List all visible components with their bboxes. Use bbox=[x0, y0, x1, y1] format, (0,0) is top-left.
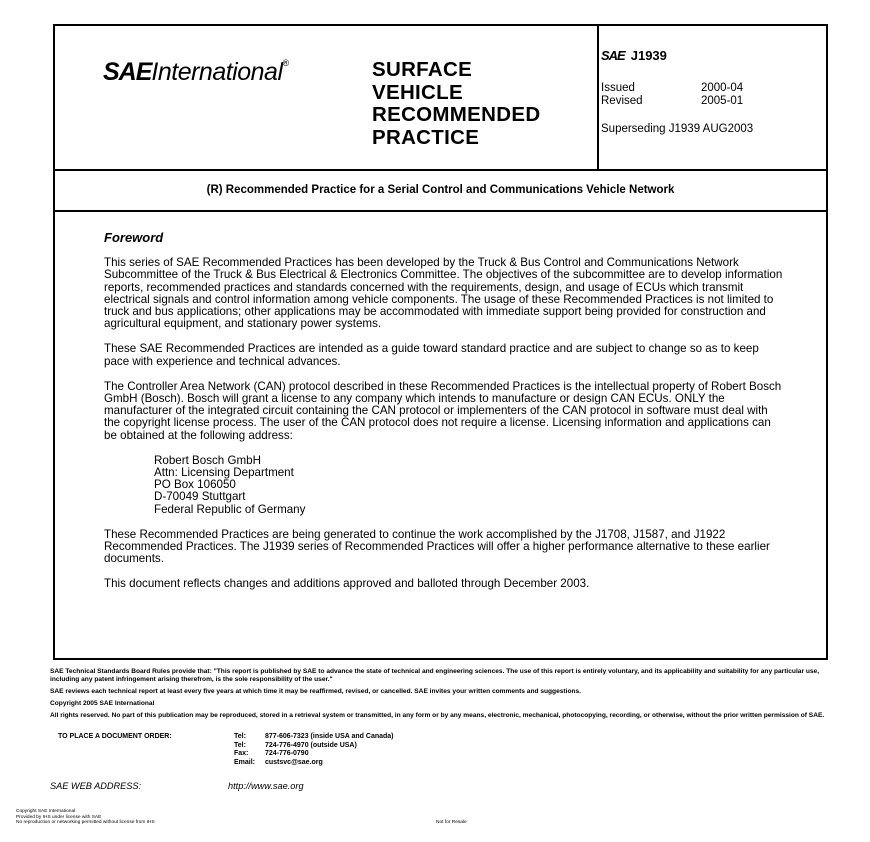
foreword-heading: Foreword bbox=[104, 230, 164, 245]
contact-key: Email: bbox=[234, 758, 256, 766]
contact-row bbox=[234, 742, 394, 751]
contact-row bbox=[234, 759, 394, 768]
revised-value: 2005-01 bbox=[701, 95, 744, 107]
order-label: TO PLACE A DOCUMENT ORDER: bbox=[58, 733, 172, 740]
revised-label: Revised bbox=[601, 95, 643, 107]
foreword-paragraph-5: This document reflects changes and additions approved and balloted through December 2003. bbox=[104, 577, 590, 591]
web-url-link[interactable]: http://www.sae.org bbox=[228, 781, 304, 791]
document-type bbox=[372, 59, 540, 149]
foreword-paragraph-2: These SAE Recommended Practices are intended as a guide toward standard practice and are subject to change so as to keep pace with experience and technical advances. bbox=[104, 342, 759, 368]
small-print-line: Copyright SAE International bbox=[16, 809, 76, 814]
small-print-line: Provided by IHS under license with SAE bbox=[16, 814, 102, 820]
foreword-paragraph-1: This series of SAE Recommended Practices has been developed by the Truck & Bus Control and Communications Network Subcommittee of the Truck & Bus Electrical & Electronics Committee. The objectives of the subcommittee are to develop information reports, recommended practices and standards concerned with the requirements, design, and usage of ECUs which transmit electrical signals and control information among vehicle components. The usage of these Recommended Practices is not limited to truck and bus applications; other applications may be accommodated with immediate support being provided for construction and agricultural equipment, and stationary power systems. bbox=[104, 256, 783, 331]
web-label: SAE WEB ADDRESS: bbox=[50, 781, 142, 791]
small-print-line: No reproduction or networking permitted without license from IHS bbox=[16, 820, 155, 826]
doc-number: J1939 bbox=[630, 48, 667, 63]
document-header-frame bbox=[53, 24, 828, 660]
sae-logo-text: International bbox=[151, 58, 283, 86]
issued-row bbox=[601, 82, 761, 95]
contact-key: Tel: bbox=[234, 741, 246, 749]
sae-logo-mark: SAE bbox=[103, 58, 152, 86]
contact-key: Fax: bbox=[234, 750, 249, 758]
address-line: PO Box 106050 bbox=[154, 478, 236, 492]
trademark-symbol: ® bbox=[282, 58, 289, 68]
sae-logo bbox=[103, 58, 289, 87]
contact-value: 724-776-4970 (outside USA) bbox=[265, 741, 357, 749]
doc-type-line: VEHICLE bbox=[372, 80, 463, 104]
title-divider bbox=[55, 210, 826, 212]
foreword-paragraph-4: These Recommended Practices are being generated to continue the work accomplished by the J1708, J1587, and J1922 Recommended Practices. The J1939 series of Recommended Practices will offer a higher performance alternative to these earlier documents. bbox=[104, 527, 770, 566]
footer-notices bbox=[50, 668, 840, 724]
foreword-paragraph-3: The Controller Area Network (CAN) protocol described in these Recommended Practices is the intellectual property of Robert Bosch GmbH (Bosch). Bosch will grant a license to any company which intends to manufacture or design CAN ECUs. ONLY the manufacturer of the integrated circuit containing the CAN protocol or implementers of the CAN protocol in software must deal with the copyright license process. The user of the CAN protocol does not require a license. Licensing information and applications can be obtained at the following address: bbox=[104, 379, 782, 442]
doc-type-line: RECOMMENDED bbox=[372, 103, 541, 126]
copyright-notice: Copyright 2005 SAE International bbox=[50, 700, 155, 707]
document-title: (R) Recommended Practice for a Serial Control and Communications Vehicle Network bbox=[206, 184, 675, 196]
document-dates bbox=[601, 82, 761, 108]
header-divider-vertical bbox=[597, 26, 599, 169]
doc-type-line: PRACTICE bbox=[372, 125, 480, 149]
address-line: Federal Republic of Germany bbox=[154, 502, 306, 516]
resale-notice: Not for Resale bbox=[436, 820, 467, 825]
web-address bbox=[50, 781, 304, 791]
doc-prefix: SAE bbox=[601, 48, 625, 63]
doc-type-line: SURFACE bbox=[372, 58, 473, 81]
superseding-note: Superseding J1939 AUG2003 bbox=[601, 123, 754, 135]
issued-label: Issued bbox=[601, 82, 635, 94]
ihs-small-print bbox=[16, 809, 155, 826]
header-divider bbox=[55, 169, 826, 171]
address-line: Robert Bosch GmbH bbox=[154, 453, 261, 467]
issued-value: 2000-04 bbox=[701, 82, 744, 94]
contact-list bbox=[234, 733, 394, 767]
review-notice: SAE reviews each technical report at least every five years at which time it may be reaffirmed, revised, or cancelled. SAE invites your written comments and suggestions. bbox=[50, 688, 581, 695]
contact-row bbox=[234, 733, 394, 742]
revised-row bbox=[601, 95, 761, 108]
contact-row bbox=[234, 750, 394, 759]
email-link[interactable]: custsvc@sae.org bbox=[265, 758, 323, 766]
foreword-section bbox=[104, 232, 784, 604]
board-rules-notice: SAE Technical Standards Board Rules provide that: "This report is published by SAE to advance the state of technical and engineering sciences. The use of this report is entirely voluntary, and its applicability and suitability for any particular use, including any patent infringement arising therefrom, is the sole responsibility of the user." bbox=[50, 668, 820, 683]
rights-notice: All rights reserved. No part of this publication may be reproduced, stored in a retrieval system or transmitted, in any form or by any means, electronic, mechanical, photocopying, recording, or otherwise, without the prior written permission of SAE. bbox=[50, 712, 825, 719]
address-line: Attn: Licensing Department bbox=[154, 466, 294, 480]
document-id-box bbox=[601, 48, 667, 63]
licensing-address bbox=[154, 455, 784, 516]
address-line: D-70049 Stuttgart bbox=[154, 490, 246, 504]
contact-value: 724-776-0790 bbox=[265, 750, 309, 758]
document-number bbox=[601, 48, 667, 63]
contact-value: 877-606-7323 (inside USA and Canada) bbox=[265, 733, 394, 740]
contact-key: Tel: bbox=[234, 733, 246, 740]
